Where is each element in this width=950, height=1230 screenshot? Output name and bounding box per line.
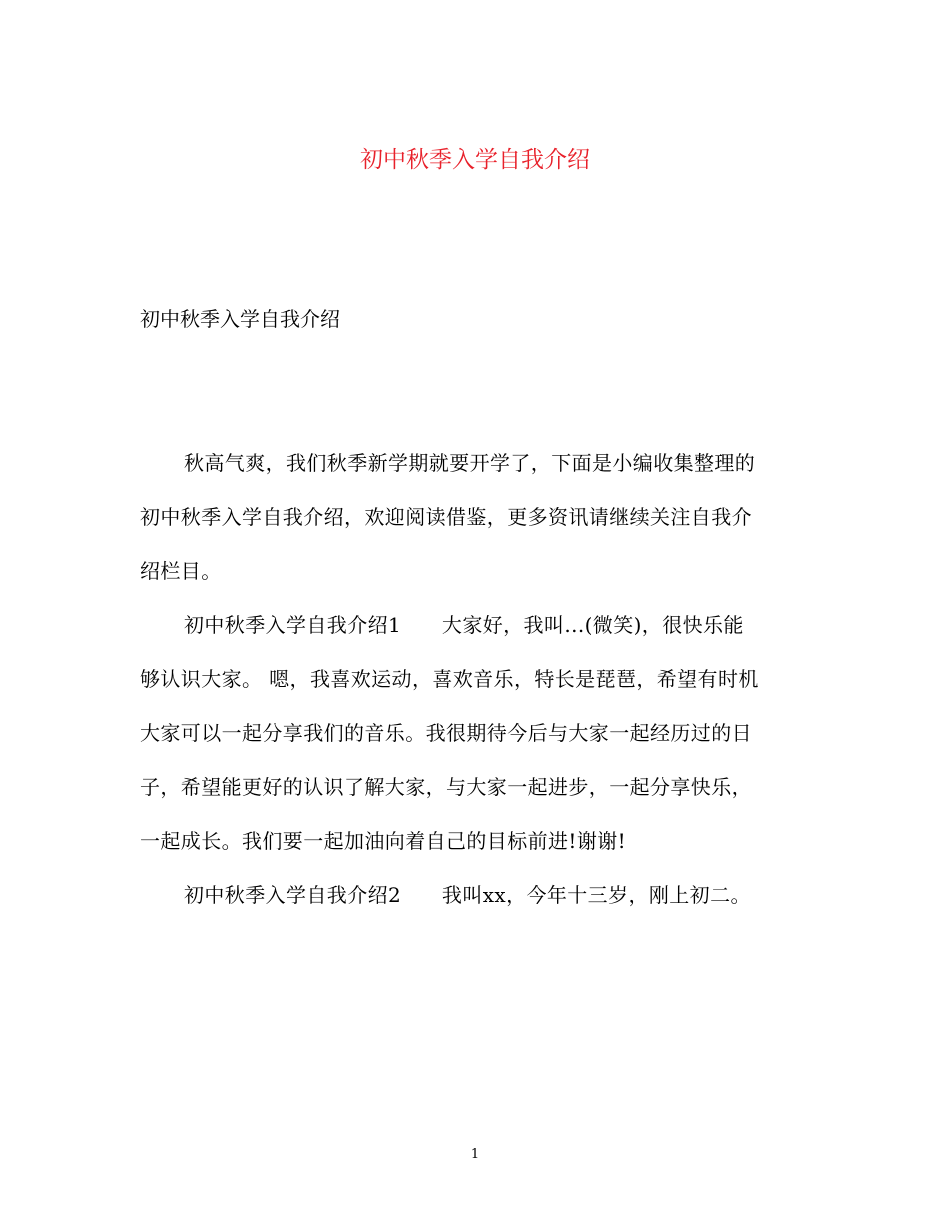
document-title: 初中秋季入学自我介绍 (360, 147, 590, 173)
page-number: 1 (470, 1147, 480, 1162)
body-text (140, 446, 810, 932)
body-line: 初中秋季入学自我介绍，欢迎阅读借鉴，更多资讯请继续关注自我介 (140, 505, 752, 529)
body-line: 子，希望能更好的认识了解大家，与大家一起进步，一起分享快乐， (140, 775, 752, 799)
body-line: 够认识大家。 嗯，我喜欢运动，喜欢音乐，特长是琵琶，希望有时机 (140, 667, 759, 691)
body-line: 一起成长。我们要一起加油向着自己的目标前进!谢谢! (140, 829, 627, 853)
body-line: 大家可以一起分享我们的音乐。我很期待今后与大家一起经历过的日 (140, 721, 752, 745)
body-line: 绍栏目。 (140, 559, 222, 583)
body-line: 初中秋季入学自我介绍2 我叫xx，今年十三岁，刚上初二。 (184, 883, 751, 907)
body-line: 秋高气爽，我们秋季新学期就要开学了，下面是小编收集整理的 (184, 451, 756, 475)
body-line: 初中秋季入学自我介绍1 大家好，我叫...(微笑)，很快乐能 (184, 613, 744, 637)
document-subheading: 初中秋季入学自我介绍 (140, 307, 340, 331)
